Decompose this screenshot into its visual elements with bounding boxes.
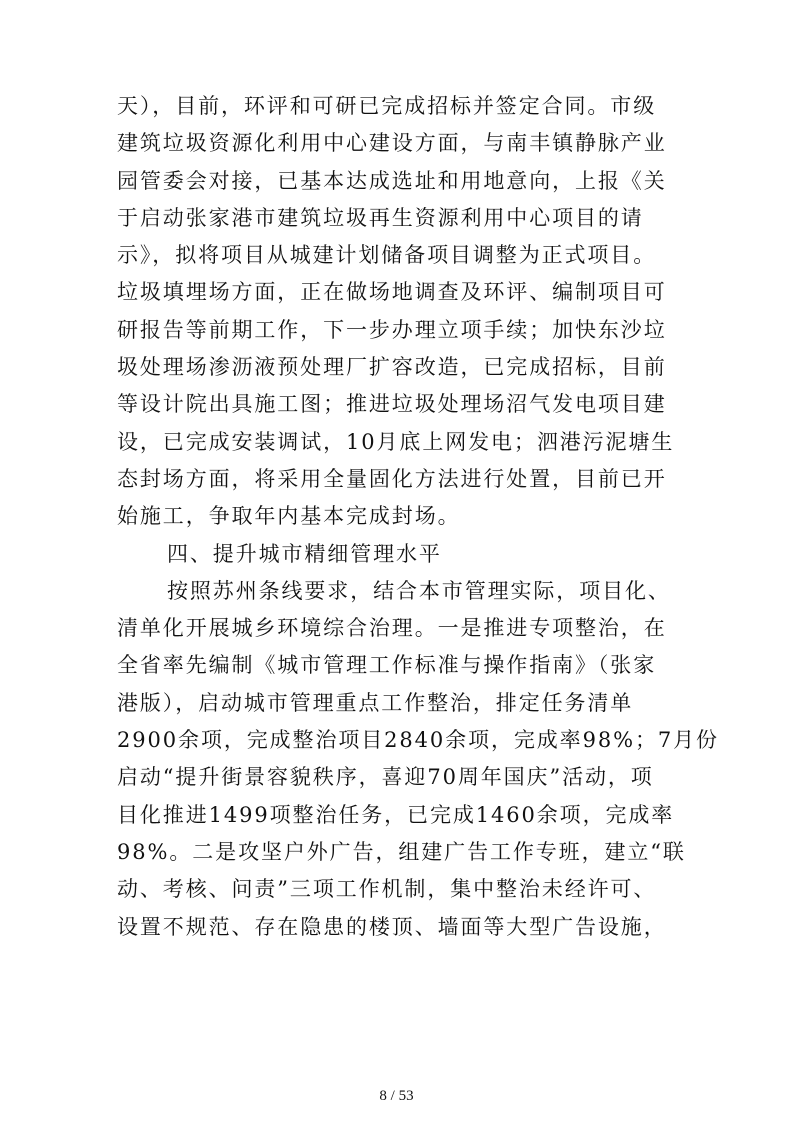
text-line: 天），目前，环评和可研已完成招标并签定合同。市级: [117, 94, 657, 118]
text-line: 清单化开展城乡环境综合治理。一是推进专项整治，在: [117, 616, 667, 641]
text-line: 全省率先编制《城市管理工作标准与操作指南》（张家: [117, 653, 657, 678]
text-line: 启动“提升街景容貌秩序，喜迎70周年国庆”活动，项: [117, 765, 654, 790]
text-line: 98%。二是攻坚户外广告，组建广告工作专班，建立“联: [117, 839, 686, 864]
text-line: 2900余项，完成整治项目2840余项，完成率98%；7月份: [117, 728, 719, 753]
text-line: 始施工，争取年内基本完成封场。: [117, 504, 461, 529]
text-line: 研报告等前期工作，下一步办理立项手续；加快东沙垃: [117, 317, 667, 342]
document-body: [117, 88, 719, 946]
text-line: 垃圾填埋场方面，正在做场地调查及环评、编制项目可: [117, 280, 667, 305]
text-line: 目化推进1499项整治任务，已完成1460余项，完成率: [117, 802, 675, 827]
paragraph-start-line: 按照苏州条线要求，结合本市管理实际，项目化、: [167, 578, 671, 603]
page-number: 8 / 53: [379, 1088, 414, 1104]
text-line: 于启动张家港市建筑垃圾再生资源利用中心项目的请: [117, 205, 644, 230]
text-line: 动、考核、问责”三项工作机制，集中整治未经许可、: [117, 877, 657, 902]
text-line: 港版），启动城市管理重点工作整治，排定任务清单: [117, 690, 634, 715]
text-line: 园管委会对接，已基本达成选址和用地意向，上报《关: [117, 168, 667, 193]
text-line: 态封场方面，将采用全量固化方法进行处置，目前已开: [117, 466, 667, 491]
text-line: 等设计院出具施工图；推进垃圾处理场沼气发电项目建: [117, 392, 667, 417]
section-heading: 四、提升城市精细管理水平: [167, 541, 442, 566]
text-line: 示》，拟将项目从城建计划储备项目调整为正式项目。: [117, 243, 657, 268]
text-line: 设，已完成安装调试，10月底上网发电；泗港污泥塘生: [117, 429, 675, 454]
text-line: 建筑垃圾资源化利用中心建设方面，与南丰镇静脉产业: [117, 131, 667, 156]
text-line: 圾处理场渗沥液预处理厂扩容改造，已完成招标，目前: [117, 355, 667, 380]
text-line: 设置不规范、存在隐患的楼顶、墙面等大型广告设施，: [117, 914, 667, 939]
